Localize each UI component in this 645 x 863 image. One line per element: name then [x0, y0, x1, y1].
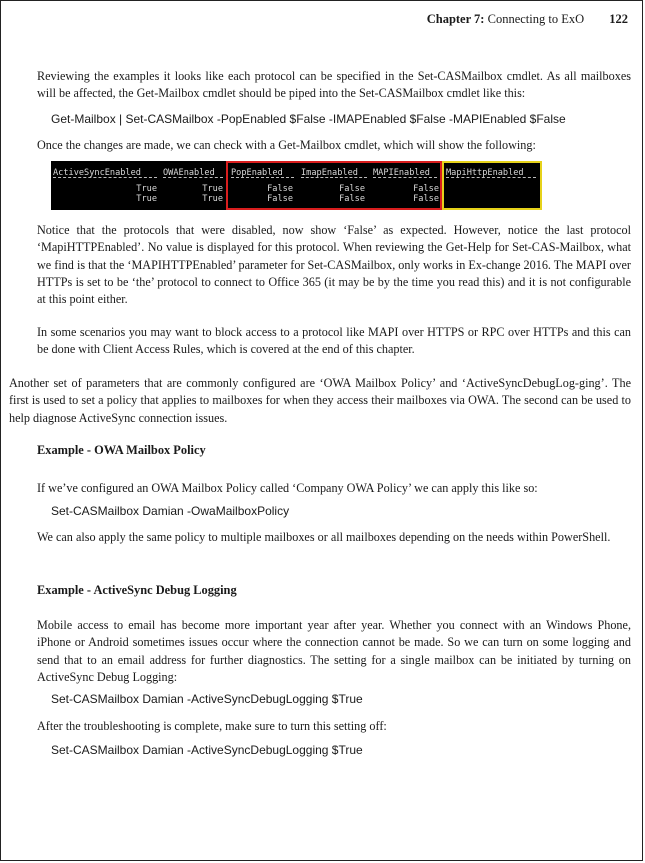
console-value: False — [413, 194, 439, 204]
paragraph-other-parameters: Another set of parameters that are commonly configured are ‘OWA Mailbox Policy’ and ‘ActiveSyncDebugLog-ging’. The first is used to set a policy that applies to mailboxes for when they access their mailboxes via OWA. The second can be used to help diagnose ActiveSync connection issues. — [9, 376, 631, 425]
running-header — [427, 12, 628, 27]
paragraph-check-changes: Once the changes are made, we can check with a Get-Mailbox cmdlet, which will show the following: — [37, 138, 536, 152]
chapter-label: Chapter 7: — [426, 12, 485, 26]
paragraph-client-access-rules: In some scenarios you may want to block access to a protocol like MAPI over HTTPS or RPC over HTTPs and this can be done with Client Access Rules, which is covered at the end of this chapter. — [37, 325, 631, 357]
console-header-pop: PopEnabled — [231, 168, 283, 178]
code-get-mailbox-pipe: Get-Mailbox | Set-CASMailbox -PopEnabled $False -IMAPEnabled $False -MAPIEnabled $False — [51, 112, 566, 126]
console-value: True — [136, 184, 157, 194]
console-header-activesync: ActiveSyncEnabled — [53, 168, 141, 178]
paragraph-mobile-access: Mobile access to email has become more important year after year. Whether you connect with an Windows Phone, iPhone or Android sometimes issues occur where the connection cannot be made. So we can turn on some logging and send that to an email address for further diagnostics. The setting for a single mailbox can be initiated by turning on ActiveSync Debug Logging: — [37, 618, 631, 684]
paragraph-turn-off: After the troubleshooting is complete, make sure to turn this setting off: — [37, 719, 387, 733]
yellow-highlight-box — [442, 161, 542, 210]
console-column — [53, 161, 159, 210]
red-highlight-box — [226, 161, 442, 210]
console-underline — [163, 177, 223, 178]
console-column — [163, 161, 225, 210]
page-number: 122 — [609, 12, 628, 26]
console-value: False — [413, 184, 439, 194]
console-value: False — [267, 184, 293, 194]
paragraph-owa-apply: If we’ve configured an OWA Mailbox Policy called ‘Company OWA Policy’ we can apply this like so: — [37, 481, 538, 495]
code-owa-policy: Set-CASMailbox Damian -OwaMailboxPolicy — [51, 504, 290, 518]
paragraph-protocol-examples: Reviewing the examples it looks like each protocol can be specified in the Set-CASMailbox cmdlet. As all mailboxes will be affected, the Get-Mailbox cmdlet should be piped into the Set-CASMailbox cmdlet like this: — [37, 69, 631, 101]
console-header-imap: ImapEnabled — [301, 168, 358, 178]
console-value: True — [202, 194, 223, 204]
console-value: True — [136, 194, 157, 204]
console-value: False — [339, 194, 365, 204]
code-activesync-off: Set-CASMailbox Damian -ActiveSyncDebugLogging $True — [51, 743, 363, 757]
paragraph-multiple-mailboxes: We can also apply the same policy to multiple mailboxes or all mailboxes depending on the needs within PowerShell. — [37, 530, 611, 544]
console-output — [51, 161, 542, 210]
console-header-owa: OWAEnabled — [163, 168, 215, 178]
heading-owa-policy: Example - OWA Mailbox Policy — [37, 443, 206, 457]
console-value: False — [339, 184, 365, 194]
console-header-mapihttp: MapiHttpEnabled — [446, 168, 524, 178]
console-underline — [53, 177, 157, 178]
code-activesync-on: Set-CASMailbox Damian -ActiveSyncDebugLogging $True — [51, 692, 363, 706]
console-value: False — [267, 194, 293, 204]
chapter-title: Connecting to ExO — [487, 12, 585, 26]
heading-activesync-logging: Example - ActiveSync Debug Logging — [37, 583, 237, 597]
paragraph-mapihttp-notice: Notice that the protocols that were disabled, now show ‘False’ as expected. However, notice the last protocol ‘MapiHTTPEnabled’. No value is displayed for this protocol. When reviewing the Get-Help for Set-CAS-Mailbox, what we find is that the ‘MAPIHTTPEnabled’ parameter for Set-CASMailbox, only works in Ex-change 2016. The MAPI over HTTPs is set to be ‘the’ protocol to connect to Office 365 (it may be by the time you read this) and it is not configurable at this point either. — [37, 223, 631, 307]
console-header-mapi: MAPIEnabled — [373, 168, 430, 178]
console-value: True — [202, 184, 223, 194]
